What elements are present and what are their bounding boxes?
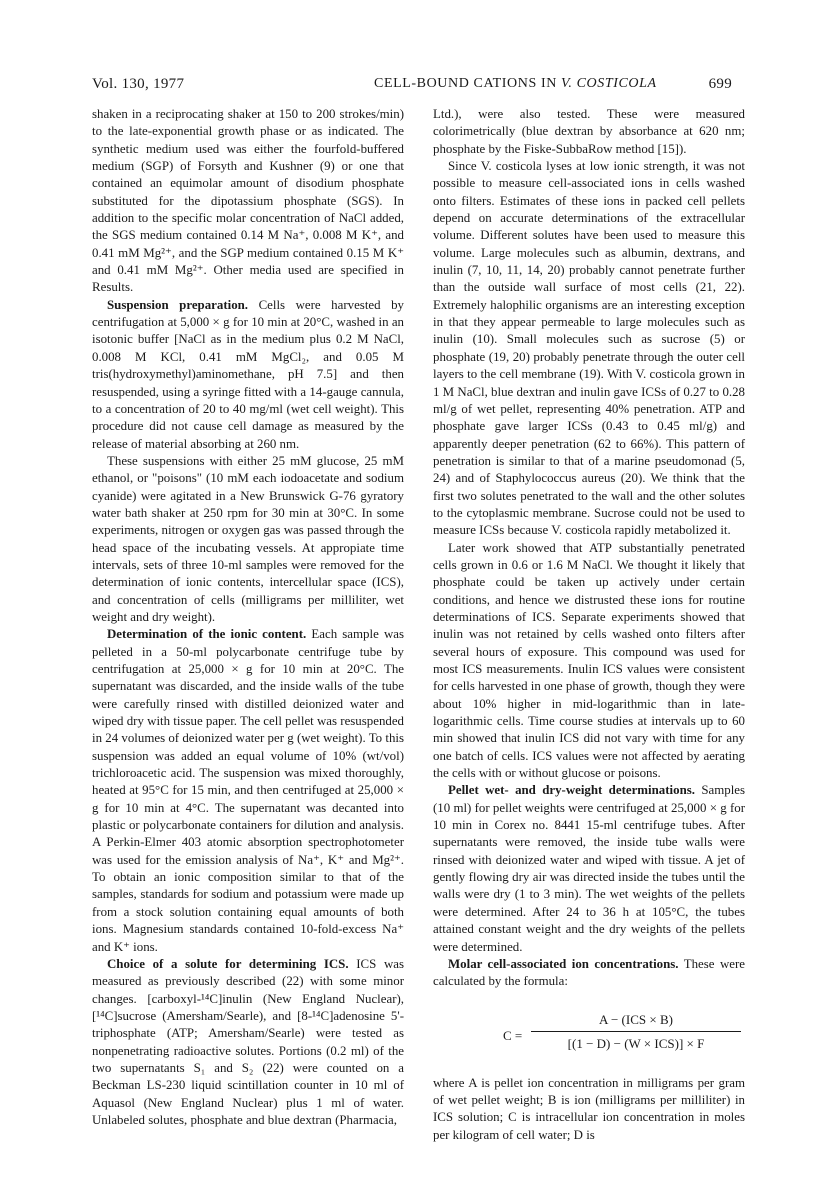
paragraph-growth-media: shaken in a reciprocating shaker at 150 to 200 strokes/min) to the late-exponential growth phase or as indicated. The synthetic medium used was either the fourfold-buffered medium (SGP) of Forsyth and Kushner (9) or one that contained an equimolar amount of disodium phosphate substituted for the dipotassium phosphate (SGS). In addition to the specific molar concentration of NaCl added, the SGS medium contained 0.14 M Na⁺, 0.008 M K⁺, and 0.41 mM Mg²⁺, and the SGP medium contained 0.15 M K⁺ and 0.41 mM Mg²⁺. Other media used are specified in Results. <box>92 107 404 295</box>
paragraph-atp-inulin: Later work showed that ATP substantially penetrated cells grown in 0.6 or 1.6 M NaCl. We thought it likely that phosphate could be taken up actively under certain conditions, and hence we distrusted these ions for routine determinations of ICS. Separate experiments showed that inulin was not retained by cells washed onto filters after several hours of exposure. This compound was used for most ICS measurements. Inulin ICS values were consistent for cells harvested in one phase of growth, though they were about 10% higher in mid-logarithmic than in late-logarithmic cells. Time course studies at intervals up to 60 min showed that inulin ICS did not vary with time for any one batch of cells. ICS values were not affected by aerating the cells with or without glucose or poisons. <box>433 540 745 781</box>
right-column <box>433 106 745 1144</box>
running-header <box>92 76 732 98</box>
paragraph-formula-definitions: where A is pellet ion concentration in milligrams per gram of wet pellet weight; B is ion (milligrams per milliliter) in ICS solution; C is intracellular ion concentration in moles per kilogram of cell water; D is <box>433 1075 745 1142</box>
running-title-prefix: CELL-BOUND CATIONS IN <box>374 76 562 91</box>
section-heading-pellet-weights: Pellet wet- and dry-weight determinations. <box>448 783 695 798</box>
concentration-formula <box>433 1011 745 1065</box>
paragraph-colorimetric: Ltd.), were also tested. These were measured colorimetrically (blue dextran by absorbance at 620 nm; phosphate by the Fiske-SubbaRow method [15]). <box>433 107 745 156</box>
section-heading-ionic-content: Determination of the ionic content. <box>107 627 307 642</box>
paragraph-ics-solute-body: ICS was measured as previously described (22) with some minor changes. [carboxyl-¹⁴C]inulin (New England Nuclear), [¹⁴C]sucrose (Amersham/Searle), and [8-¹⁴C]adenosine 5'-triphosphate (ATP; Amersham/Searle) were tested as nonpenetrating radioactive solutes. Portions (0.2 ml) of the two supernatants S₁ and S₂ (22) were counted on a Beckman LS-230 liquid scintillation counter in 10 ml of Aquasol (New England Nuclear) plus 1 ml of water. Unlabeled solutes, phosphate and blue dextran (Pharmacia, <box>92 956 404 1127</box>
paragraph-suspension-body: Cells were harvested by centrifugation at 5,000 × g for 10 min at 20°C, washed in an isotonic buffer [NaCl as in the medium plus 0.2 M NaCl, 0.008 M KCl, 0.41 mM MgCl₂, and 0.05 M tris(hydroxymethyl)aminomethane, pH 7.5] and then resuspended, using a syringe fitted with a 14-gauge cannula, to a concentration of 20 to 40 mg/ml (wet cell weight). This procedure did not cause cell damage as measured by the release of material absorbing at 260 nm. <box>92 297 404 451</box>
paragraph-molar-concentrations <box>433 956 745 991</box>
paragraph-molar-concentrations-body: These were calculated by the formula: <box>433 956 745 989</box>
formula-denominator: [(1 − D) − (W × ICS)] × F <box>567 1035 705 1051</box>
running-title-species: V. COSTICOLA <box>561 76 657 91</box>
paragraph-ionic-content <box>92 626 404 956</box>
volume-year: Vol. 130, 1977 <box>92 76 185 92</box>
page-number: 699 <box>708 76 732 92</box>
section-heading-suspension: Suspension preparation. <box>107 297 249 312</box>
formula-numerator: A − (ICS × B) <box>599 1011 673 1027</box>
paragraph-ics-solute <box>92 956 404 1129</box>
running-title <box>374 76 657 92</box>
formula-lhs: C = <box>503 1027 523 1043</box>
paragraph-ionic-content-body: Each sample was pelleted in a 50-ml polycarbonate centrifuge tube by centrifugation at 25,000 × g for 10 min at 20°C. The supernatant was discarded, and the inside walls of the tube were carefully rinsed with distilled deionized water and wiped dry with tissue paper. The cell pellet was resuspended in 24 volumes of deionized water per g (wet weight). To this suspension was added an equal volume of 10% (wt/vol) trichloroacetic acid. The suspension was mixed thoroughly, heated at 95°C for 15 min, and then centrifuged at 25,000 × g for 10 min at 4°C. The supernatant was decanted into plastic or polycarbonate containers for dilution and analysis. A Perkin-Elmer 403 atomic absorption spectrophotometer was used for the emission analysis of Na⁺, K⁺ and Mg²⁺. To obtain an ionic composition similar to that of the samples, standards for sodium and potassium were made up from a stock solution containing equal amounts of both ions. Magnesium standards contained 10-fold-excess Na⁺ and K⁺ ions. <box>92 627 404 954</box>
formula-fraction-bar <box>531 1031 741 1032</box>
paragraph-pellet-weights <box>433 782 745 955</box>
section-heading-ics-solute: Choice of a solute for determining ICS. <box>107 956 349 971</box>
paragraph-suspension-preparation <box>92 297 404 453</box>
section-heading-molar-concentrations: Molar cell-associated ion concentrations. <box>448 956 679 971</box>
paragraph-incubation: These suspensions with either 25 mM glucose, 25 mM ethanol, or "poisons" (10 mM each iodoacetate and sodium cyanide) were agitated in a New Brunswick G-76 gyratory water bath shaker at 250 rpm for 30 min at 30°C. In some experiments, nitrogen or oxygen gas was passed through the head space of the incubating vessels. At appropiate time intervals, sets of three 10-ml samples were removed for the determination of ionic contents, intercellular space (ICS), and concentration of cells (milligrams per milliliter, wet weight and dry weight). <box>92 453 404 624</box>
left-column <box>92 106 404 1129</box>
paragraph-penetration: Since V. costicola lyses at low ionic strength, it was not possible to measure cell-associated ions in cells washed onto filters. Estimates of these ions in packed cell pellets depend on accurate determinations of the extracellular volume. Different solutes have been used to measure this volume. Large molecules such as albumin, dextrans, and inulin (7, 10, 11, 14, 20) probably cannot penetrate further than the outside wall surface of most cells (21, 22). Extremely halophilic organisms are an interesting exception in that they appear permeable to large molecules such as inulin (10). Small molecules such as sucrose (5) or phosphate (19, 20) probably penetrate through the outer cell layers to the cell membrane (19). With V. costicola grown in 1 M NaCl, blue dextran and inulin gave ICSs of 0.27 to 0.28 ml/g of wet pellet, representing 40% penetration. ATP and phosphate gave larger ICSs (0.43 to 0.45 ml/g) and apparently deeper penetration (62 to 66%). This pattern of penetration is similar to that of a marine pseudomonad (5, 24) and of Staphylococcus aureus (20). We think that the first two solutes penetrated to the wall and the other solutes to the cytoplasmic membrane. Sucrose could not be used to measure ICSs because V. costicola rapidly metabolized it. <box>433 159 745 538</box>
formula-fraction <box>531 1011 741 1053</box>
paragraph-pellet-weights-body: Samples (10 ml) for pellet weights were centrifuged at 25,000 × g for 10 min in Corex no. 8441 15-ml centrifuge tubes. After supernatants were removed, the inside tube walls were rinsed with deionized water and wiped with tissue. A jet of gently flowing dry air was directed inside the tubes until the walls were dry (1 to 3 min). The wet weights of the pellets were determined. After 24 to 36 h at 105°C, the tubes attained constant weight and the dry weights of the pellets were determined. <box>433 783 746 954</box>
